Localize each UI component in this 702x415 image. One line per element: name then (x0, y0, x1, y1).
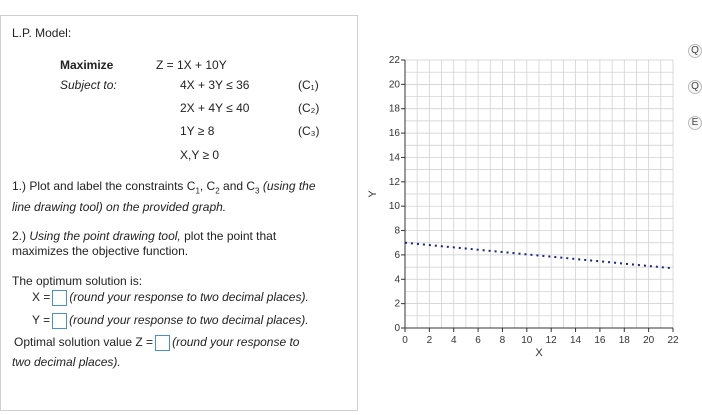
y-tick-label: 2 (394, 298, 400, 310)
nonnegativity-constraint: X,Y ≥ 0 (180, 148, 220, 162)
y-tick-label: 6 (394, 249, 400, 261)
question-1-line2: line drawing tool) on the provided graph. (12, 200, 227, 214)
zoom-out-icon[interactable]: Q (688, 80, 702, 94)
y-tick-label: 18 (388, 103, 400, 115)
zoom-in-icon[interactable]: Q (688, 44, 702, 58)
x-tick-label: 12 (545, 335, 557, 346)
y-tick-label: 16 (388, 128, 400, 140)
x-tick-label: 6 (475, 335, 481, 346)
z-answer-input[interactable] (155, 335, 170, 351)
constraint-c2-expr: 2X + 4Y ≤ 40 (180, 101, 250, 115)
question-2-line2: maximizes the objective function. (12, 244, 189, 258)
y-answer-row: Y = (round your response to two decimal places). (32, 313, 309, 328)
y-tick-label: 20 (388, 79, 400, 91)
x-answer-input[interactable] (52, 290, 67, 306)
y-tick-label: 0 (394, 323, 400, 334)
y-tick-label: 8 (394, 225, 400, 237)
constraint-c1-expr: 4X + 3Y ≤ 36 (180, 78, 250, 92)
constraint-c2-label: (C₂) (298, 101, 320, 115)
y-answer-input[interactable] (52, 313, 67, 329)
question-1-line1: 1.) Plot and label the constraints $C_1$, $C_2$ and $C_3$ (using the (12, 179, 316, 196)
constraint-c1-label: (C₁) (298, 78, 319, 92)
question-2-line1: 2.) Using the point drawing tool, plot the point that (12, 229, 277, 243)
y-tick-label: 22 (388, 55, 400, 66)
x-answer-row: X = (round your response to two decimal places). (32, 290, 309, 305)
constraint-graph[interactable] (360, 50, 690, 370)
y-tick-label: 10 (388, 201, 400, 213)
objective-function: Z = 1X + 10Y (156, 58, 227, 72)
optimum-label: The optimum solution is: (12, 274, 143, 288)
x-tick-label: 2 (426, 335, 433, 346)
x-tick-label: 16 (594, 335, 606, 346)
page-title: L.P. Model: (12, 26, 72, 40)
constraint-c3-expr: 1Y ≥ 8 (180, 124, 215, 138)
z-answer-row: Optimal solution value Z = (round your response to (14, 335, 300, 350)
x-tick-label: 8 (499, 335, 506, 346)
subject-to-label: Subject to: (60, 78, 117, 92)
maximize-label: Maximize (60, 58, 114, 72)
constraint-c3-label: (C₃) (298, 124, 320, 138)
y-tick-label: 4 (394, 274, 400, 286)
x-tick-label: 10 (521, 335, 533, 346)
expand-icon[interactable]: E (688, 116, 702, 130)
z-answer-hint-line2: two decimal places). (12, 355, 121, 369)
y-axis-label: Y (367, 190, 379, 198)
x-axis-label: X (535, 347, 543, 359)
x-tick-label: 0 (402, 335, 408, 346)
x-tick-label: 4 (450, 335, 457, 346)
x-tick-label: 22 (667, 335, 679, 346)
y-tick-label: 14 (388, 152, 400, 164)
x-tick-label: 18 (618, 335, 630, 346)
x-tick-label: 20 (643, 335, 655, 346)
y-tick-label: 12 (388, 176, 400, 188)
x-tick-label: 14 (569, 335, 582, 346)
